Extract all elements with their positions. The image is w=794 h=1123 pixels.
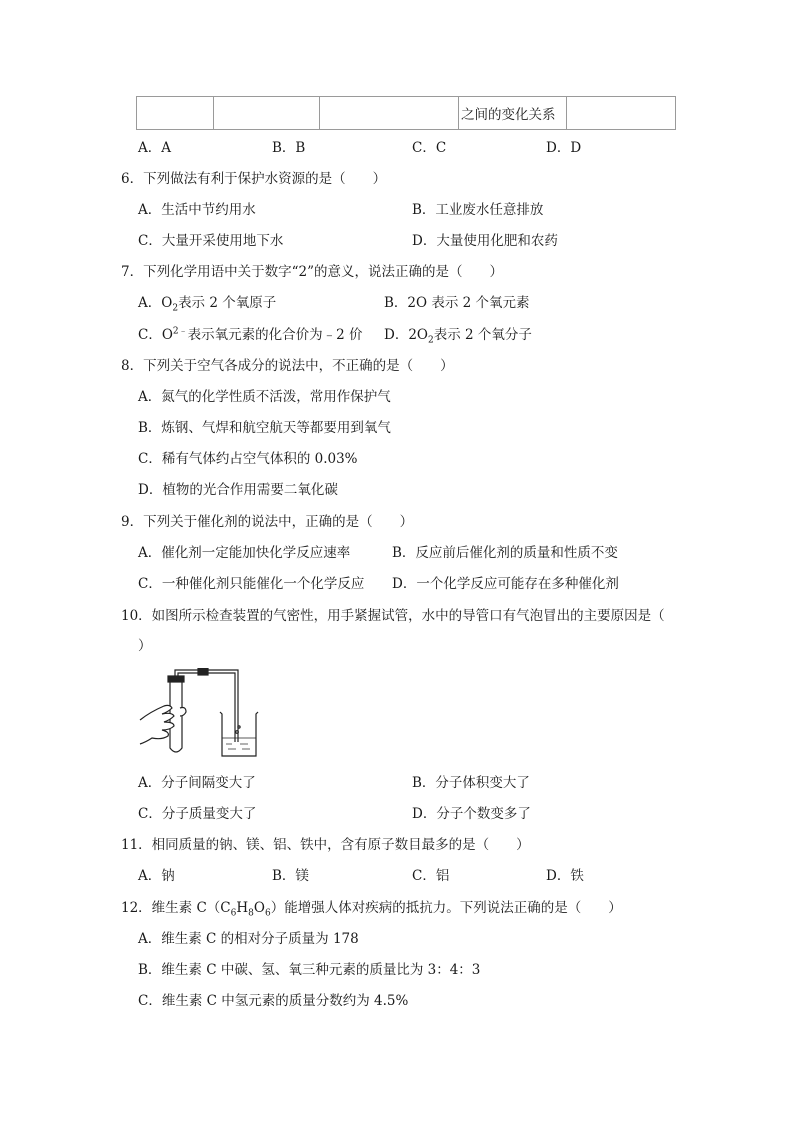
q12-option-c: C．维生素 C 中氢元素的质量分数约为 4.5% <box>138 993 409 1009</box>
q10-option-b: B．分子体积变大了 <box>412 775 530 791</box>
q5-option-a: A．A <box>138 140 171 156</box>
q7-d-text-end: 表示 2 个氧分子 <box>433 327 532 343</box>
q12-formula-o: O <box>253 900 265 916</box>
table-cell: 之间的变化关系 <box>459 97 567 130</box>
q11-option-b: B．镁 <box>272 868 309 884</box>
q8-option-a: A．氮气的化学性质不活泼，常用作保护气 <box>138 389 391 405</box>
q6-option-b: B．工业废水任意排放 <box>412 202 544 218</box>
q9-option-d: D．一个化学反应可能存在多种催化剂 <box>392 576 619 592</box>
q7-a-text-end: 表示 2 个氧原子 <box>178 295 277 311</box>
q12-sub-o: 6 <box>264 908 271 919</box>
q7-d-text: D．2O <box>384 327 428 343</box>
q12-stem <box>121 899 622 917</box>
q7-c-text: C．O <box>138 327 173 343</box>
q6-stem: 6．下列做法有利于保护水资源的是（ ） <box>121 171 387 187</box>
q7-a-sub: 2 <box>172 303 179 314</box>
q7-stem: 7．下列化学用语中关于数字“2”的意义，说法正确的是（ ） <box>121 264 503 280</box>
q9-stem: 9．下列关于催化剂的说法中，正确的是（ ） <box>121 514 414 530</box>
q8-option-c: C．稀有气体约占空气体积的 0.03% <box>138 451 358 467</box>
q11-option-d: D．铁 <box>546 868 584 884</box>
q11-stem: 11．相同质量的钠、镁、铝、铁中，含有原子数目最多的是（ ） <box>121 837 530 853</box>
q8-stem: 8．下列关于空气各成分的说法中，不正确的是（ ） <box>121 358 454 374</box>
q8-option-d: D．植物的光合作用需要二氧化碳 <box>138 482 338 498</box>
q10-option-c: C．分子质量变大了 <box>138 806 257 822</box>
q7-option-d <box>384 326 532 344</box>
q12-sub-c: 6 <box>230 908 237 919</box>
q11-option-c: C．铝 <box>412 868 450 884</box>
q6-option-a: A．生活中节约用水 <box>138 202 256 218</box>
q12-option-b: B．维生素 C 中碳、氢、氧三种元素的质量比为 3：4：3 <box>138 962 481 978</box>
q9-option-b: B．反应前后催化剂的质量和性质不变 <box>392 545 618 561</box>
bubble <box>236 731 239 734</box>
q12-stem-start: 12．维生素 C（C <box>121 900 231 916</box>
q7-c-sup: 2﹣ <box>172 326 188 337</box>
q5-option-b: B．B <box>272 140 306 156</box>
answer-table <box>136 96 676 130</box>
stopper <box>168 676 184 682</box>
q5-option-d: D．D <box>546 140 582 156</box>
table-cell <box>567 97 676 130</box>
q12-sub-h: 8 <box>248 908 254 919</box>
q6-option-d: D．大量使用化肥和农药 <box>412 233 558 249</box>
table-cell <box>137 97 214 130</box>
q7-c-text-end: 表示氧元素的化合价为﹣2 价 <box>187 327 363 343</box>
airtightness-apparatus-figure <box>138 668 266 764</box>
q10-option-d: D．分子个数变多了 <box>412 806 531 822</box>
q7-option-b: B．2O 表示 2 个氧元素 <box>384 295 530 311</box>
q9-option-c: C．一种催化剂只能催化一个化学反应 <box>138 576 365 592</box>
q7-option-c <box>138 326 363 344</box>
hand <box>140 705 174 744</box>
q5-option-c: C．C <box>412 140 447 156</box>
q11-option-a: A．钠 <box>138 868 175 884</box>
tube-connector <box>198 668 208 675</box>
q10-option-a: A．分子间隔变大了 <box>138 775 256 791</box>
q9-option-a: A．催化剂一定能加快化学反应速率 <box>138 545 351 561</box>
q7-d-sub: 2 <box>427 335 434 346</box>
table-cell <box>320 97 459 130</box>
q10-stem-line1: 10．如图所示检查装置的气密性，用手紧握试管，水中的导管口有气泡冒出的主要原因是（ <box>121 608 665 624</box>
apparatus-diagram <box>138 668 266 760</box>
table-cell <box>214 97 320 130</box>
q6-option-c: C．大量开采使用地下水 <box>138 233 284 249</box>
q7-a-text: A．O <box>138 295 173 311</box>
table-row <box>137 97 676 130</box>
beaker <box>220 712 258 756</box>
q8-option-b: B．炼钢、气焊和航空航天等都要用到氧气 <box>138 420 391 436</box>
q10-stem-line2: ） <box>138 638 152 654</box>
q7-option-a <box>138 294 276 312</box>
q12-formula-h: H <box>236 900 249 916</box>
q12-option-a: A．维生素 C 的相对分子质量为 178 <box>138 931 359 947</box>
q12-stem-end: ）能增强人体对疾病的抵抗力。下列说法正确的是（ ） <box>270 900 622 916</box>
